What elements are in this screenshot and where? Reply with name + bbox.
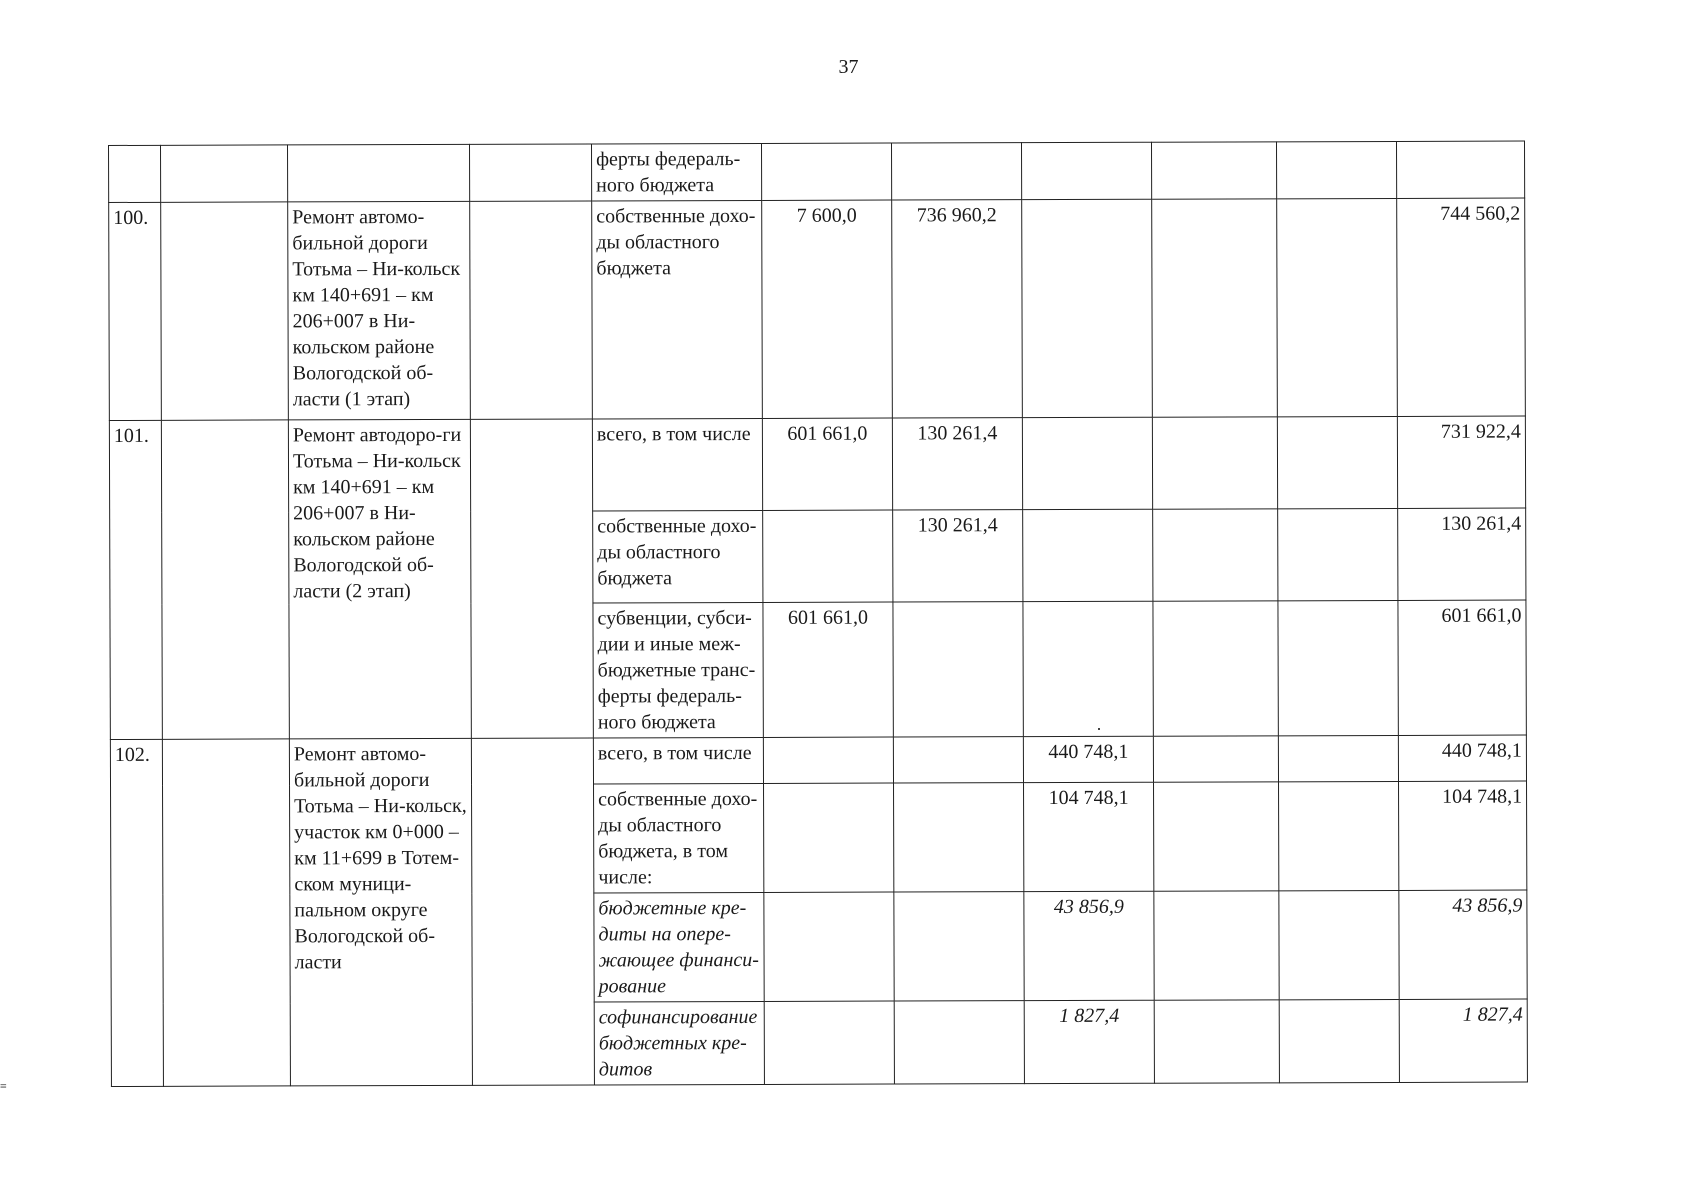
- total-cell: [1396, 141, 1524, 198]
- amount-cell: 601 661,0: [763, 602, 893, 737]
- amount-cell: [1278, 600, 1398, 735]
- amount-cell: 43 856,9: [1024, 891, 1154, 1000]
- amount-cell: [1021, 142, 1151, 199]
- amount-cell: [1022, 417, 1152, 509]
- funding-source-cell: собственные дохо-ды областного бюджета: [592, 200, 763, 419]
- funding-source-cell: ферты федераль-ного бюджета: [591, 143, 761, 201]
- amount-cell: [1153, 736, 1278, 782]
- amount-cell: [1279, 890, 1399, 999]
- amount-cell: [894, 783, 1024, 892]
- row-index-cell: [109, 145, 161, 202]
- scan-edge-mark: ≡: [0, 1079, 7, 1093]
- amount-cell: 130 261,4: [893, 510, 1023, 602]
- total-cell: 104 748,1: [1399, 781, 1527, 890]
- empty-cell: [162, 739, 290, 1086]
- page-number: 37: [838, 56, 859, 78]
- funding-source-cell: бюджетные кре-диты на опере-жающее финанси-рование: [594, 892, 764, 1002]
- amount-cell: 130 261,4: [892, 418, 1022, 510]
- empty-cell: [470, 419, 593, 738]
- total-cell: 1 827,4: [1399, 999, 1527, 1082]
- scan-speck: [1098, 728, 1100, 730]
- amount-cell: 7 600,0: [762, 200, 893, 418]
- funding-source-cell: собственные дохо-ды областного бюджета: [593, 510, 763, 603]
- amount-cell: [894, 1001, 1024, 1084]
- table-row: [110, 735, 1526, 785]
- amount-cell: [1276, 141, 1396, 198]
- amount-cell: [894, 892, 1024, 1001]
- amount-cell: 1 827,4: [1024, 1000, 1154, 1083]
- amount-cell: [1153, 509, 1278, 601]
- amount-cell: [1151, 142, 1276, 199]
- object-name-cell: Ремонт автодоро-ги Тотьма – Ни-кольск км 140+691 – км 206+007 в Ни-кольском районе Вологодской об-ласти (2 этап): [288, 419, 471, 739]
- budget-table: [108, 141, 1528, 1087]
- amount-cell: [1154, 782, 1279, 891]
- amount-cell: [1023, 601, 1153, 736]
- amount-cell: [893, 602, 1023, 737]
- amount-cell: 601 661,0: [762, 418, 892, 510]
- amount-cell: [1279, 999, 1399, 1082]
- amount-cell: [1154, 1000, 1279, 1083]
- total-cell: 744 560,2: [1397, 198, 1526, 416]
- row-index-cell: 101.: [109, 420, 162, 739]
- funding-source-cell: софинансирование бюджетных кре-дитов: [594, 1001, 764, 1085]
- amount-cell: [763, 510, 893, 602]
- amount-cell: [1152, 417, 1277, 509]
- amount-cell: [893, 737, 1023, 783]
- row-index-cell: 100.: [109, 202, 162, 420]
- amount-cell: [1278, 735, 1398, 781]
- empty-cell: [161, 202, 289, 420]
- table-row: [109, 141, 1525, 202]
- amount-cell: [761, 143, 891, 200]
- amount-cell: 104 748,1: [1024, 782, 1154, 891]
- empty-cell: [161, 145, 288, 202]
- object-name-cell: Ремонт автомо-бильной дороги Тотьма – Ни-кольск км 140+691 – км 206+007 в Ни-кольском районе Вологодской об-ласти (1 этап): [288, 201, 471, 420]
- funding-source-cell: всего, в том числе: [593, 737, 763, 784]
- funding-source-cell: субвенции, субси-дии и иные меж-бюджетные транс-ферты федераль-ного бюджета: [593, 602, 763, 738]
- amount-cell: [1153, 601, 1278, 736]
- funding-source-cell: собственные дохо-ды областного бюджета, в том числе:: [594, 783, 764, 893]
- amount-cell: [764, 783, 894, 892]
- empty-cell: [469, 144, 591, 201]
- amount-cell: [763, 737, 893, 783]
- amount-cell: [891, 143, 1021, 200]
- amount-cell: 440 748,1: [1023, 736, 1153, 782]
- amount-cell: [1279, 781, 1399, 890]
- amount-cell: [1154, 891, 1279, 1000]
- total-cell: 440 748,1: [1398, 735, 1526, 781]
- empty-cell: [161, 420, 289, 739]
- object-name-cell: Ремонт автомо-бильной дороги Тотьма – Ни-кольск, участок км 0+000 – км 11+699 в Тотем-ском муници-пальном округе Вологодской об-ласти: [289, 738, 472, 1086]
- amount-cell: 736 960,2: [892, 200, 1023, 418]
- amount-cell: [1022, 199, 1153, 417]
- funding-source-cell: всего, в том числе: [592, 418, 762, 511]
- total-cell: 731 922,4: [1397, 416, 1525, 508]
- amount-cell: [764, 1001, 894, 1084]
- object-name-cell: [288, 144, 470, 202]
- amount-cell: [1277, 198, 1398, 416]
- table-row: [109, 416, 1525, 512]
- amount-cell: [1152, 199, 1278, 417]
- total-cell: 601 661,0: [1398, 600, 1526, 735]
- amount-cell: [1023, 509, 1153, 601]
- table-row: [109, 198, 1526, 420]
- row-index-cell: 102.: [110, 739, 163, 1086]
- empty-cell: [471, 738, 594, 1085]
- amount-cell: [1278, 508, 1398, 600]
- empty-cell: [470, 201, 593, 419]
- amount-cell: [764, 892, 894, 1001]
- total-cell: 130 261,4: [1398, 508, 1526, 600]
- amount-cell: [1277, 416, 1397, 508]
- total-cell: 43 856,9: [1399, 890, 1527, 999]
